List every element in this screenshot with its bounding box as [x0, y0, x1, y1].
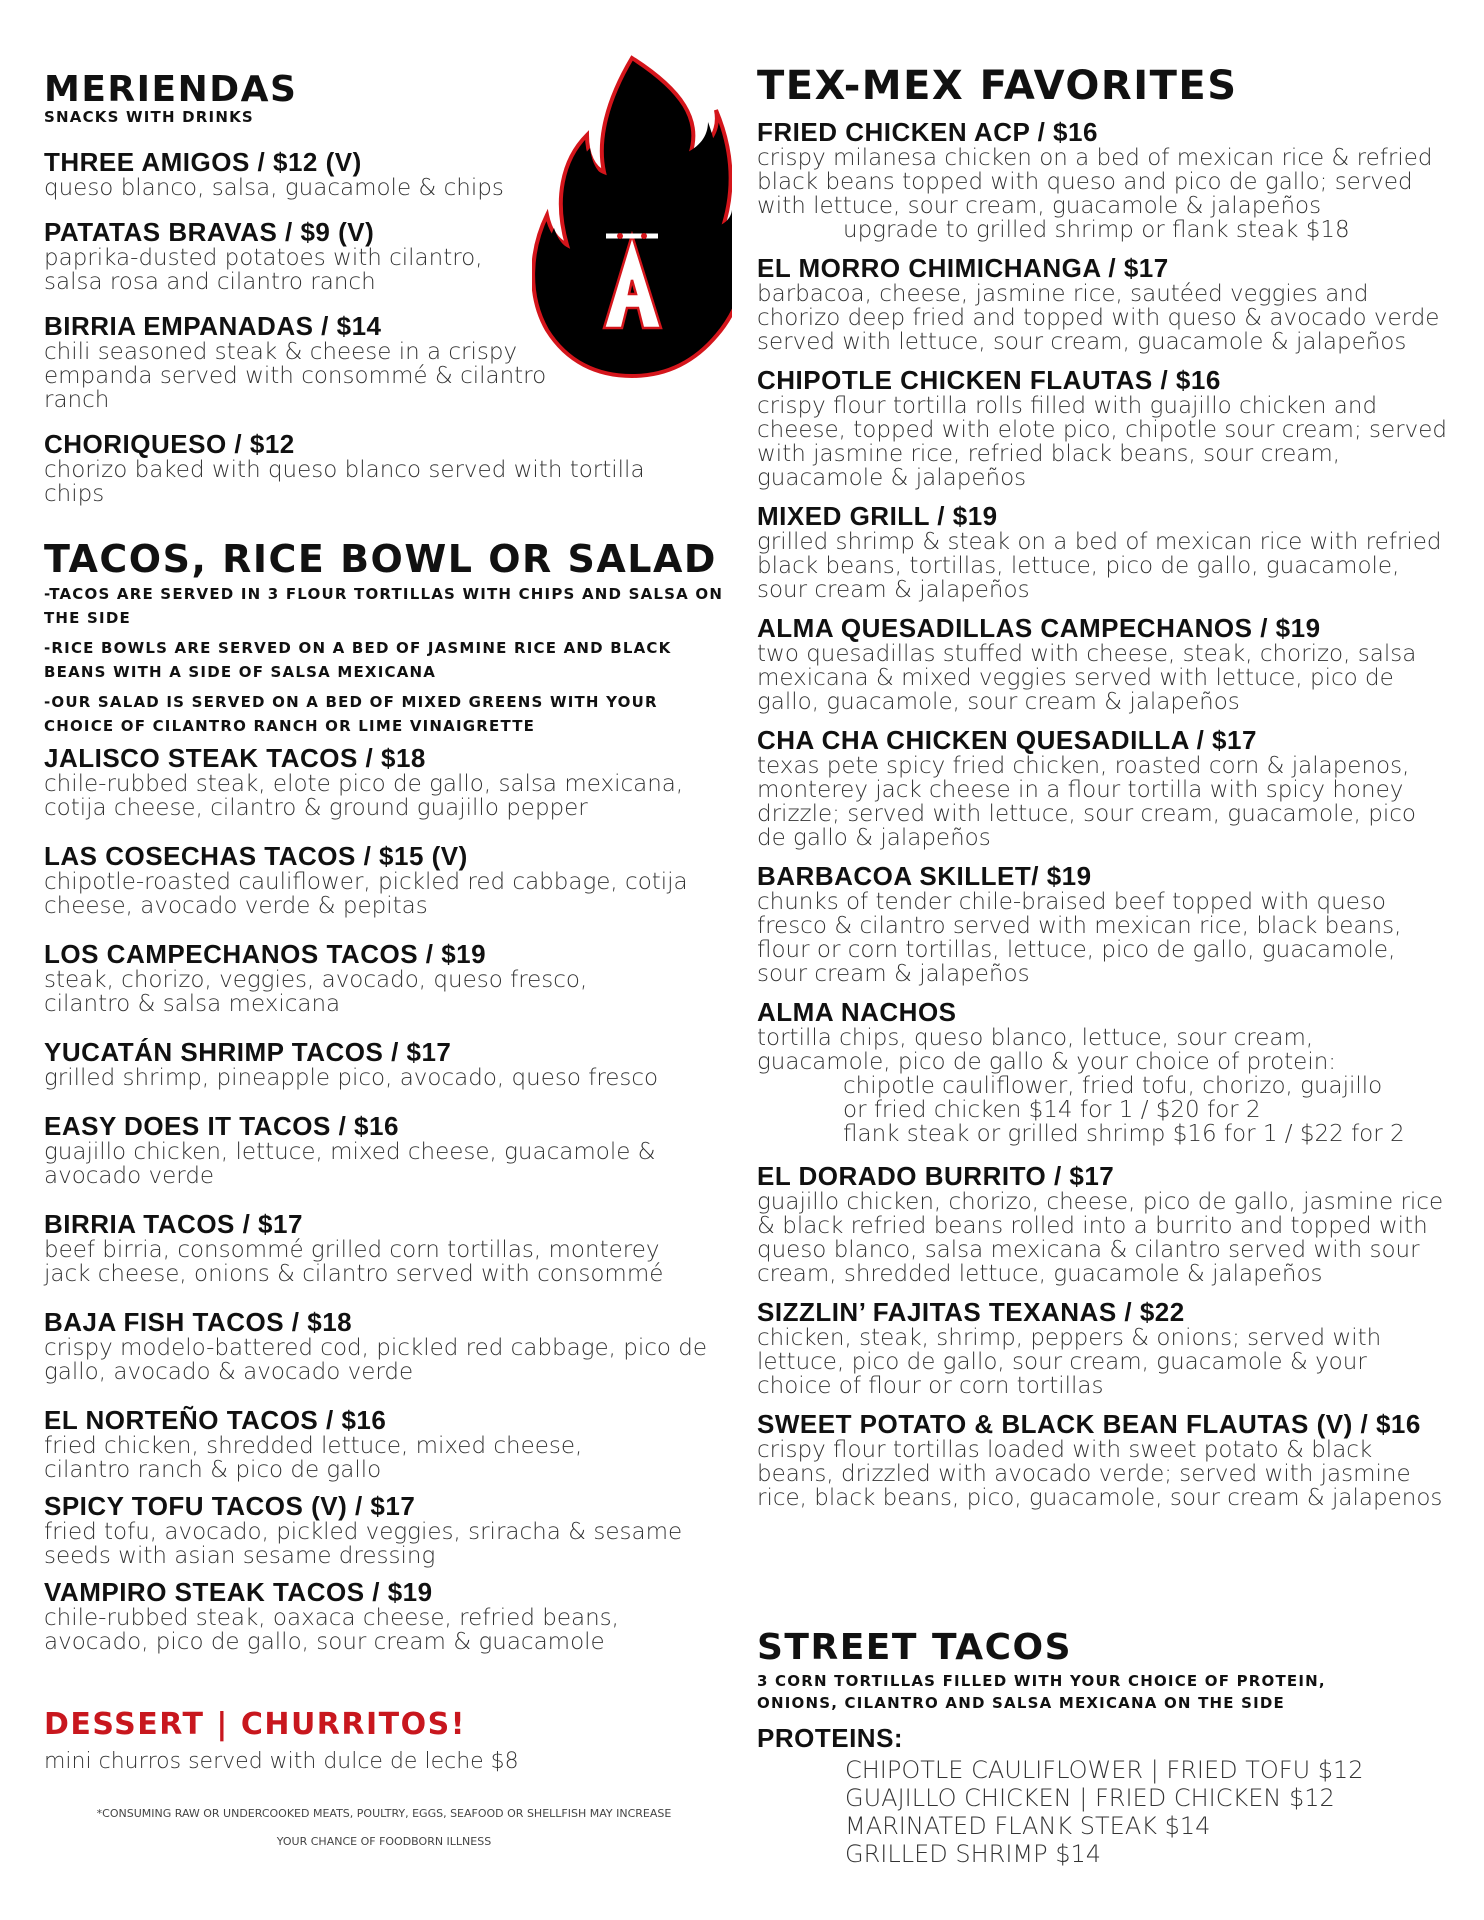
item-name: VAMPIRO STEAK TACOS / $19	[44, 1577, 433, 1607]
nachos-option-steak-shrimp: flank steak or grilled shrimp $16 for 1 / $22 for 2	[843, 1121, 1405, 1147]
street-tacos-title: STREET TACOS	[757, 1627, 1073, 1668]
item-name: EL DORADO BURRITO / $17	[757, 1161, 1115, 1191]
salad-note: -OUR SALAD IS SERVED ON A BED OF MIXED GREENS WITH YOUR CHOICE OF CILANTRO RANCH OR LIME VINAIGRETTE	[44, 693, 658, 735]
item-desc: texas pete spicy fried chicken, roasted corn & jalapenos, monterey jack cheese in a flour tortilla with spicy honey drizzle; served with lettuce, sour cream, guacamole, pico de gallo & jalapeños	[757, 753, 1416, 851]
item-name: BIRRIA EMPANADAS / $14	[44, 311, 382, 341]
item-desc: grilled shrimp, pineapple pico, avocado, queso fresco	[44, 1065, 659, 1091]
item-desc: chili seasoned steak & cheese in a crispy empanda served with consommé & cilantro ranch	[44, 339, 547, 413]
menu-item-chipotle-chicken-flautas	[757, 366, 1447, 490]
item-name: FRIED CHICKEN ACP / $16	[757, 117, 1098, 147]
item-name: SPICY TOFU TACOS (V) / $17	[44, 1491, 416, 1521]
meriendas-subtitle: SNACKS WITH DRINKS	[44, 108, 254, 126]
item-name: EL MORRO CHIMICHANGA / $17	[757, 253, 1169, 283]
item-name: THREE AMIGOS / $12 (V)	[44, 147, 362, 177]
menu-item-birria-tacos	[44, 1210, 724, 1286]
item-name: EL NORTEÑO TACOS / $16	[44, 1405, 387, 1435]
item-name: SWEET POTATO & BLACK BEAN FLAUTAS (V) / $16	[757, 1409, 1421, 1439]
item-name: JALISCO STEAK TACOS / $18	[44, 743, 426, 773]
texmex-list	[757, 118, 1447, 1510]
item-desc: chile-rubbed steak, oaxaca cheese, refried beans, avocado, pico de gallo, sour cream & guacamole	[44, 1605, 619, 1655]
nachos-option-veg-chicken: chipotle cauliflower, fried tofu, chorizo, guajillo	[843, 1073, 1383, 1099]
menu-item-barbacoa-skillet	[757, 862, 1447, 986]
item-name: ALMA NACHOS	[757, 997, 957, 1027]
menu-item-sizzlin-fajitas-texanas	[757, 1298, 1447, 1398]
dessert-title: DESSERT | CHURRITOS!	[44, 1707, 466, 1742]
disclaimer-line-2: YOUR CHANCE OF FOODBORN ILLNESS	[276, 1835, 492, 1848]
menu-item-el-dorado-burrito	[757, 1162, 1447, 1286]
item-desc: crispy flour tortilla rolls filled with guajillo chicken and cheese, topped with elote pico, chipotle sour cream; served with jasmine rice, refried black beans, sour cream, guacamole & jalapeños	[757, 393, 1447, 491]
menu-item-mixed-grill	[757, 502, 1447, 602]
menu-item-el-norteno-tacos	[44, 1406, 724, 1482]
item-name: CHORIQUESO / $12	[44, 429, 295, 459]
proteins-label: PROTEINS:	[757, 1723, 904, 1753]
nachos-option-veg-chicken-price: or fried chicken $14 for 1 / $20 for 2	[843, 1097, 1261, 1123]
disclaimer	[64, 1800, 704, 1856]
menu-item-easy-does-it-tacos	[44, 1112, 724, 1188]
item-desc: paprika-dusted potatoes with cilantro, salsa rosa and cilantro ranch	[44, 245, 483, 295]
menu-item-vampiro-steak-tacos	[44, 1578, 724, 1654]
tacos-title: TACOS, RICE BOWL OR SALAD	[44, 537, 717, 581]
menu-item-birria-empanadas	[44, 312, 564, 412]
item-name: CHA CHA CHICKEN QUESADILLA / $17	[757, 725, 1257, 755]
item-name: PATATAS BRAVAS / $9 (V)	[44, 217, 375, 247]
menu-item-sweet-potato-black-bean-flautas	[757, 1410, 1447, 1510]
protein-option: MARINATED FLANK STEAK $14	[845, 1812, 1211, 1840]
dessert-desc: mini churros served with dulce de leche $8	[44, 1749, 519, 1774]
tacos-notes	[44, 582, 724, 738]
item-name: MIXED GRILL / $19	[757, 501, 998, 531]
menu-item-choriqueso	[44, 429, 645, 507]
street-tacos-subtitle: 3 CORN TORTILLAS FILLED WITH YOUR CHOICE OF PROTEIN, ONIONS, CILANTRO AND SALSA MEXICANA ON THE SIDE	[757, 1672, 1326, 1712]
menu-item-baja-fish-tacos	[44, 1308, 724, 1384]
menu-item-jalisco-steak-tacos	[44, 744, 724, 820]
texmex-title: TEX-MEX FAVORITES	[757, 63, 1238, 109]
menu-item-cha-cha-chicken-quesadilla	[757, 726, 1447, 850]
item-desc: two quesadillas stuffed with cheese, steak, chorizo, salsa mexicana & mixed veggies served with lettuce, pico de gallo, guacamole, sour cream & jalapeños	[757, 641, 1417, 715]
item-desc: fried tofu, avocado, pickled veggies, sriracha & sesame seeds with asian sesame dressing	[44, 1519, 683, 1569]
item-name: ALMA QUESADILLAS CAMPECHANOS / $19	[757, 613, 1321, 643]
menu-item-alma-nachos	[757, 998, 1447, 1146]
menu-item-alma-quesadillas-campechanos	[757, 614, 1447, 714]
protein-option: CHIPOTLE CAULIFLOWER | FRIED TOFU $12	[845, 1756, 1364, 1784]
item-desc: crispy flour tortillas loaded with sweet potato & black beans, drizzled with avocado verde; served with jasmine rice, black beans, pico, guacamole, sour cream & jalapenos	[757, 1437, 1443, 1511]
tacos-list	[44, 744, 724, 1654]
menu-item-patatas-bravas	[44, 218, 564, 294]
protein-option: GRILLED SHRIMP $14	[845, 1840, 1102, 1868]
tacos-note: -TACOS ARE SERVED IN 3 FLOUR TORTILLAS WITH CHIPS AND SALSA ON THE SIDE	[44, 585, 724, 627]
item-name: BARBACOA SKILLET/ $19	[757, 861, 1092, 891]
item-name: LAS COSECHAS TACOS / $15 (V)	[44, 841, 468, 871]
item-name: YUCATÁN SHRIMP TACOS / $17	[44, 1037, 452, 1067]
item-desc: beef birria, consommé grilled corn tortillas, monterey jack cheese, onions & cilantro served with consommé	[44, 1237, 664, 1287]
item-name: CHIPOTLE CHICKEN FLAUTAS / $16	[757, 365, 1221, 395]
item-desc: barbacoa, cheese, jasmine rice, sautéed veggies and chorizo deep fried and topped with queso & avocado verde served with lettuce, sour cream, guacamole & jalapeños	[757, 281, 1440, 355]
menu-item-el-morro-chimichanga	[757, 254, 1447, 354]
meriendas-title: MERIENDAS	[44, 69, 298, 110]
disclaimer-line-1: *CONSUMING RAW OR UNDERCOOKED MEATS, POULTRY, EGGS, SEAFOOD OR SHELLFISH MAY INCREASE	[96, 1807, 672, 1820]
item-desc: chipotle-roasted cauliflower, pickled red cabbage, cotija cheese, avocado verde & pepitas	[44, 869, 688, 919]
proteins-list	[845, 1756, 1364, 1868]
item-name: BAJA FISH TACOS / $18	[44, 1307, 353, 1337]
meriendas-list	[44, 147, 645, 507]
item-name: SIZZLIN’ FAJITAS TEXANAS / $22	[757, 1297, 1185, 1327]
menu-item-los-campechanos-tacos	[44, 940, 724, 1016]
item-desc: crispy milanesa chicken on a bed of mexican rice & refried black beans topped with queso and pico de gallo; served with lettuce, sour cream, guacamole & jalapeños	[757, 145, 1433, 219]
menu-item-yucatan-shrimp-tacos	[44, 1038, 724, 1090]
item-desc: chile-rubbed steak, elote pico de gallo, salsa mexicana, cotija cheese, cilantro & ground guajillo pepper	[44, 771, 684, 821]
item-desc: chunks of tender chile-braised beef topped with queso fresco & cilantro served with mexican rice, black beans, flour or corn tortillas, lettuce, pico de gallo, guacamole, sour cream & jalapeños	[757, 889, 1402, 987]
rice-bowl-note: -RICE BOWLS ARE SERVED ON A BED OF JASMINE RICE AND BLACK BEANS WITH A SIDE OF SALSA MEXICANA	[44, 639, 672, 681]
item-desc: chicken, steak, shrimp, peppers & onions; served with lettuce, pico de gallo, sour cream, guacamole & your choice of flour or corn tortillas	[757, 1325, 1382, 1399]
item-desc: chorizo baked with queso blanco served with tortilla chips	[44, 457, 645, 507]
menu-item-spicy-tofu-tacos	[44, 1492, 724, 1568]
protein-option: GUAJILLO CHICKEN | FRIED CHICKEN $12	[845, 1784, 1335, 1812]
item-desc: guajillo chicken, chorizo, cheese, pico de gallo, jasmine rice & black refried beans rolled into a burrito and topped with queso blanco, salsa mexicana & cilantro served with sour cream, shredded lettuce, guacamole & jalapeños	[757, 1189, 1444, 1287]
item-desc: steak, chorizo, veggies, avocado, queso fresco, cilantro & salsa mexicana	[44, 967, 588, 1017]
item-desc: fried chicken, shredded lettuce, mixed cheese, cilantro ranch & pico de gallo	[44, 1433, 583, 1483]
item-desc: guajillo chicken, lettuce, mixed cheese, guacamole & avocado verde	[44, 1139, 656, 1189]
item-desc: tortilla chips, queso blanco, lettuce, sour cream, guacamole, pico de gallo & your choice of protein:	[757, 1025, 1337, 1075]
menu-item-fried-chicken-acp	[757, 118, 1447, 242]
item-desc: grilled shrimp & steak on a bed of mexican rice with refried black beans, tortillas, lettuce, pico de gallo, guacamole, sour cream & jalapeños	[757, 529, 1442, 603]
item-upgrade-note: upgrade to grilled shrimp or flank steak $18	[843, 217, 1350, 243]
menu-item-three-amigos	[44, 148, 564, 200]
menu-item-las-cosechas-tacos	[44, 842, 724, 918]
item-desc: queso blanco, salsa, guacamole & chips	[44, 175, 504, 201]
item-name: EASY DOES IT TACOS / $16	[44, 1111, 399, 1141]
item-desc: crispy modelo-battered cod, pickled red cabbage, pico de gallo, avocado & avocado verde	[44, 1335, 708, 1385]
item-name: BIRRIA TACOS / $17	[44, 1209, 303, 1239]
item-name: LOS CAMPECHANOS TACOS / $19	[44, 939, 487, 969]
